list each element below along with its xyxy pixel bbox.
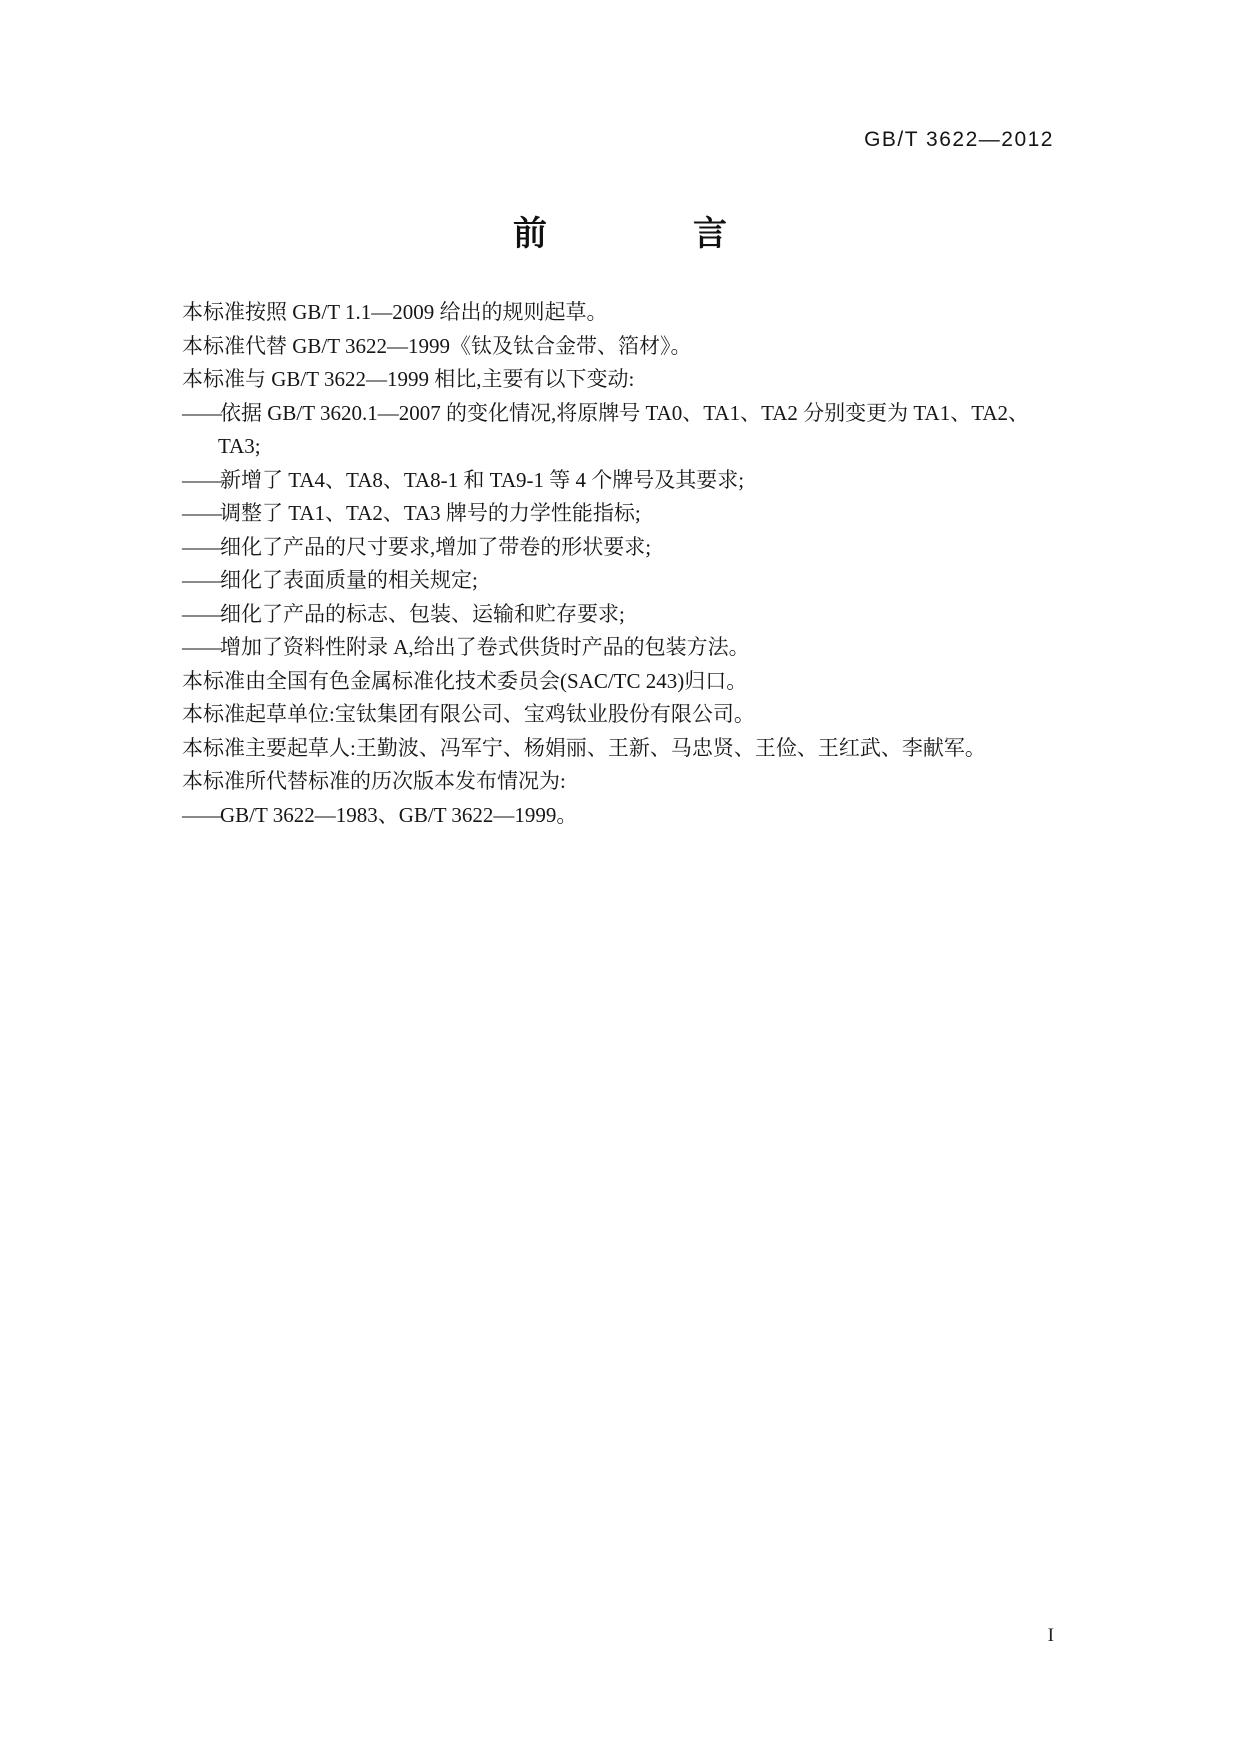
dash-marker: —— <box>182 568 220 592</box>
list-item <box>182 531 1062 565</box>
list-item <box>182 598 1062 632</box>
dash-marker: —— <box>182 467 220 492</box>
dash-marker: —— <box>182 802 220 827</box>
list-item-text: 调整了 TA1、TA2、TA3 牌号的力学性能指标; <box>220 501 641 525</box>
dash-marker: —— <box>182 501 220 525</box>
paragraph: 本标准与 GB/T 3622—1999 相比,主要有以下变动: <box>182 367 635 391</box>
dash-marker: —— <box>182 601 220 626</box>
list-item-text: 细化了产品的标志、包装、运输和贮存要求; <box>220 601 625 626</box>
list-item <box>182 799 1062 833</box>
foreword-body <box>182 296 1062 832</box>
list-item <box>182 497 1062 531</box>
paragraph: 本标准由全国有色金属标准化技术委员会(SAC/TC 243)归口。 <box>182 668 748 693</box>
list-item-text: 细化了表面质量的相关规定; <box>220 568 478 592</box>
list-item-text: 细化了产品的尺寸要求,增加了带卷的形状要求; <box>220 534 652 559</box>
dash-marker: —— <box>182 400 220 425</box>
dash-marker: —— <box>182 635 220 659</box>
list-item <box>182 464 1062 498</box>
standard-code-header: GB/T 3622—2012 <box>864 128 1054 151</box>
list-item <box>182 397 1062 464</box>
paragraph: 本标准起草单位:宝钛集团有限公司、宝鸡钛业股份有限公司。 <box>182 702 755 726</box>
list-item <box>182 564 1062 598</box>
page-title: 前 言 <box>513 216 753 253</box>
paragraph: 本标准按照 GB/T 1.1—2009 给出的规则起草。 <box>182 300 608 324</box>
paragraph: 本标准所代替标准的历次版本发布情况为: <box>182 769 566 793</box>
list-item-text: 增加了资料性附录 A,给出了卷式供货时产品的包装方法。 <box>220 635 750 659</box>
paragraph: 本标准主要起草人:王勤波、冯军宁、杨娟丽、王新、马忠贤、王俭、王红武、李献军。 <box>182 735 986 760</box>
list-item-text: GB/T 3622—1983、GB/T 3622—1999。 <box>220 802 578 827</box>
dash-marker: —— <box>182 534 220 559</box>
list-item-text: 依据 GB/T 3620.1—2007 的变化情况,将原牌号 TA0、TA1、TA2 分别变更为 TA1、TA2、TA3; <box>218 400 1030 458</box>
page-number: I <box>1047 1625 1054 1646</box>
list-item <box>182 631 1062 665</box>
paragraph: 本标准代替 GB/T 3622—1999《钛及钛合金带、箔材》。 <box>182 333 692 358</box>
list-item-text: 新增了 TA4、TA8、TA8-1 和 TA9-1 等 4 个牌号及其要求; <box>220 467 745 492</box>
